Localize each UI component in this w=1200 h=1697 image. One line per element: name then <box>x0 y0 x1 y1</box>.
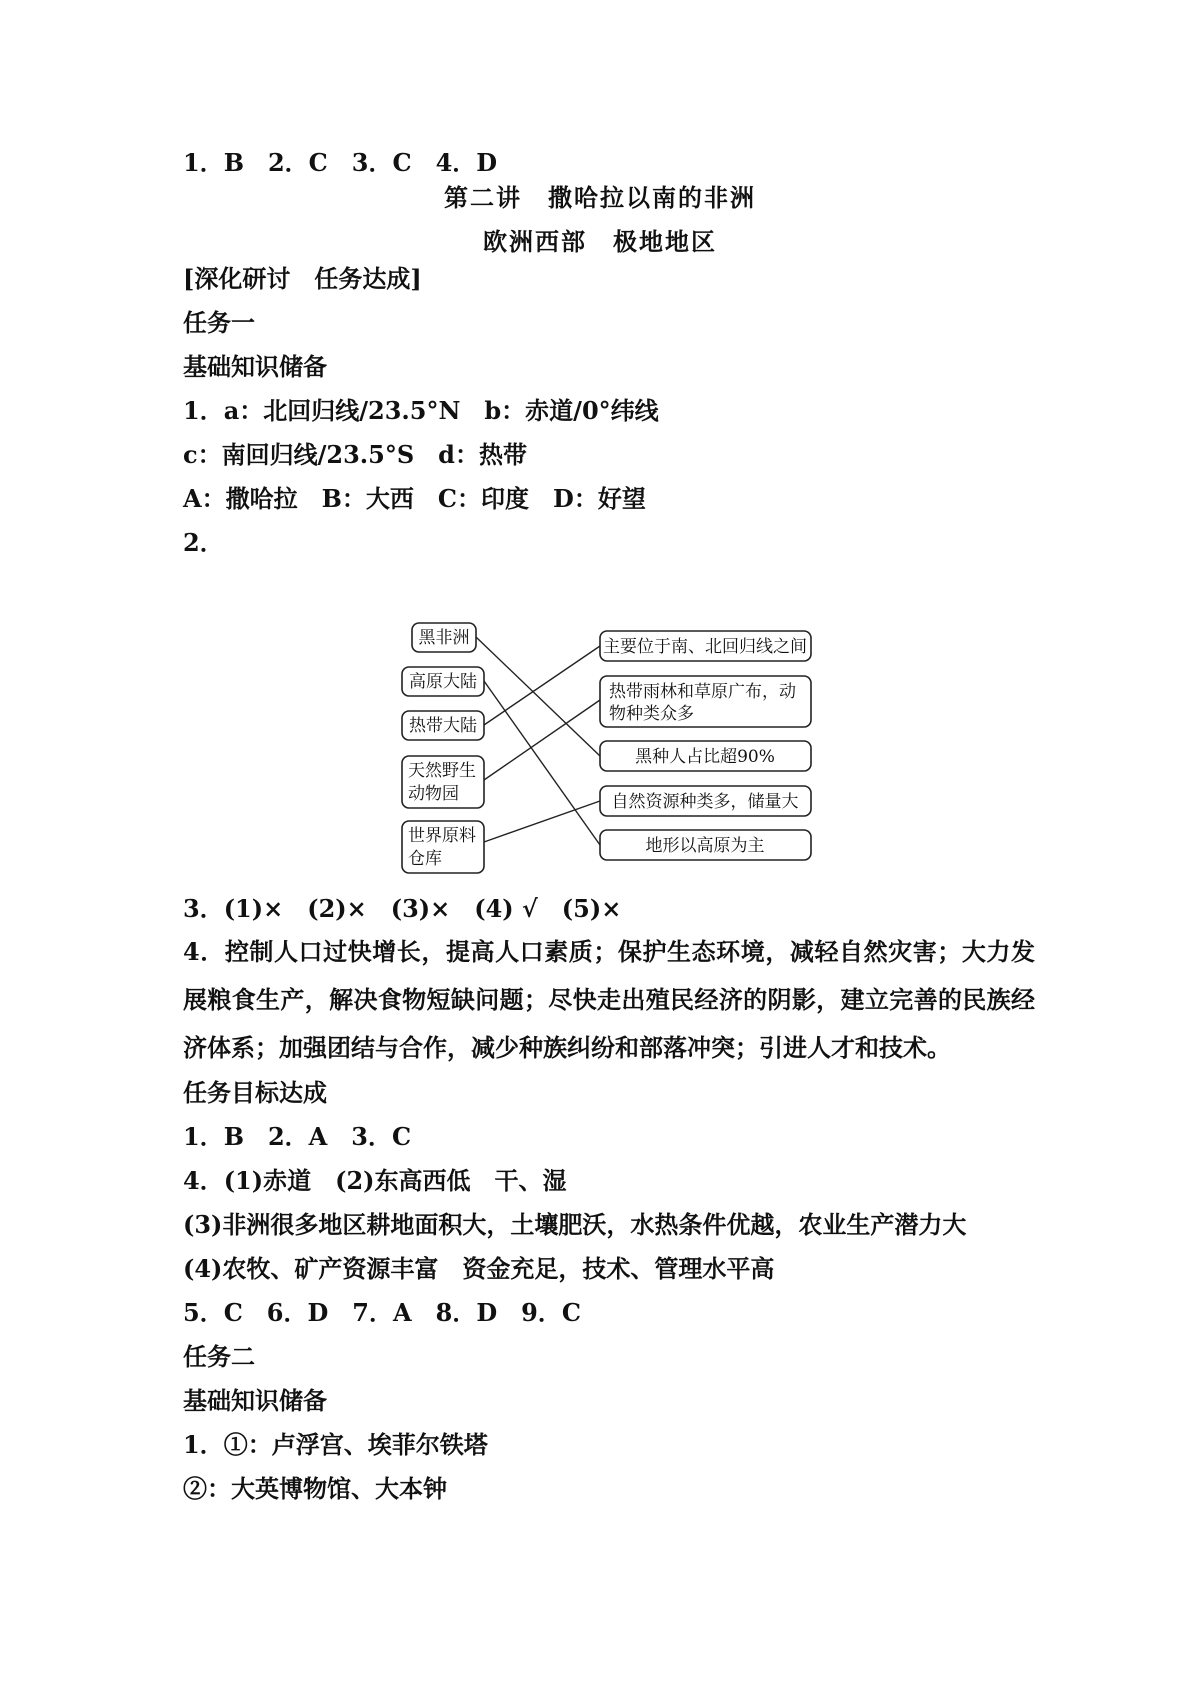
right-label: 黑种人占比超90% <box>635 747 775 767</box>
connector-line <box>484 646 600 725</box>
answer-paragraph-4: 4．控制人口过快增长，提高人口素质；保护生态环境，减轻自然灾害；大力发展粮食生产，解决食物短缺问题；尽快走出殖民经济的阴影，建立完善的民族经济体系；加强团结与合作，减少种族纠纷和部落冲突；引进人才和技术。 <box>183 937 1035 1062</box>
basic-knowledge-heading: 基础知识储备 <box>183 1386 327 1415</box>
lecture-title: 第二讲 撒哈拉以南的非洲 <box>444 183 756 212</box>
left-label: 高原大陆 <box>409 672 477 692</box>
answer-line: ②：大英博物馆、大本钟 <box>183 1474 447 1503</box>
left-label: 热带大陆 <box>409 716 477 736</box>
lecture-subtitle: 欧洲西部 极地地区 <box>483 227 717 256</box>
left-label: 黑非洲 <box>418 628 470 648</box>
answer-line: 5．C 6．D 7．A 8．D 9．C <box>183 1298 581 1327</box>
task-one-heading: 任务一 <box>183 308 255 337</box>
left-label: 天然野生 <box>408 761 476 781</box>
answer-line: 1．①：卢浮宫、埃菲尔铁塔 <box>183 1430 488 1459</box>
answer-line: (4)农牧、矿产资源丰富 资金充足，技术、管理水平高 <box>183 1254 775 1283</box>
right-label: 热带雨林和草原广布，动 <box>609 682 796 702</box>
answer-line-3: 3．(1)× (2)× (3)× (4) √ (5)× <box>183 894 622 923</box>
right-label: 物种类众多 <box>609 704 694 724</box>
answer-line: A：撒哈拉 B：大西 C：印度 D：好望 <box>183 484 646 513</box>
right-label: 自然资源种类多，储量大 <box>611 792 799 812</box>
answer-line: 1．a：北回归线/23.5°N b：赤道/0°纬线 <box>183 396 659 425</box>
answer-line-2-label: 2． <box>183 528 224 557</box>
answer-line: (3)非洲很多地区耕地面积大，土壤肥沃，水热条件优越，农业生产潜力大 <box>183 1210 967 1239</box>
task-two-heading: 任务二 <box>183 1342 255 1371</box>
basic-knowledge-heading: 基础知识储备 <box>183 352 327 381</box>
answer-line: 1．B 2．A 3．C <box>183 1122 412 1151</box>
right-label: 主要位于南、北回归线之间 <box>603 637 807 657</box>
task-goal-heading: 任务目标达成 <box>183 1078 327 1107</box>
answer-line: c：南回归线/23.5°S d：热带 <box>183 440 527 469</box>
right-label: 地形以高原为主 <box>645 836 765 856</box>
left-label: 动物园 <box>408 784 459 804</box>
connector-line <box>484 681 600 845</box>
answer-line-1-4: 1．B 2．C 3．C 4．D <box>183 148 498 177</box>
left-label: 仓库 <box>408 849 442 869</box>
left-label: 世界原料 <box>408 826 476 846</box>
section-heading: [深化研讨 任务达成] <box>183 264 422 293</box>
answer-line: 4．(1)赤道 (2)东高西低 干、湿 <box>183 1166 567 1195</box>
